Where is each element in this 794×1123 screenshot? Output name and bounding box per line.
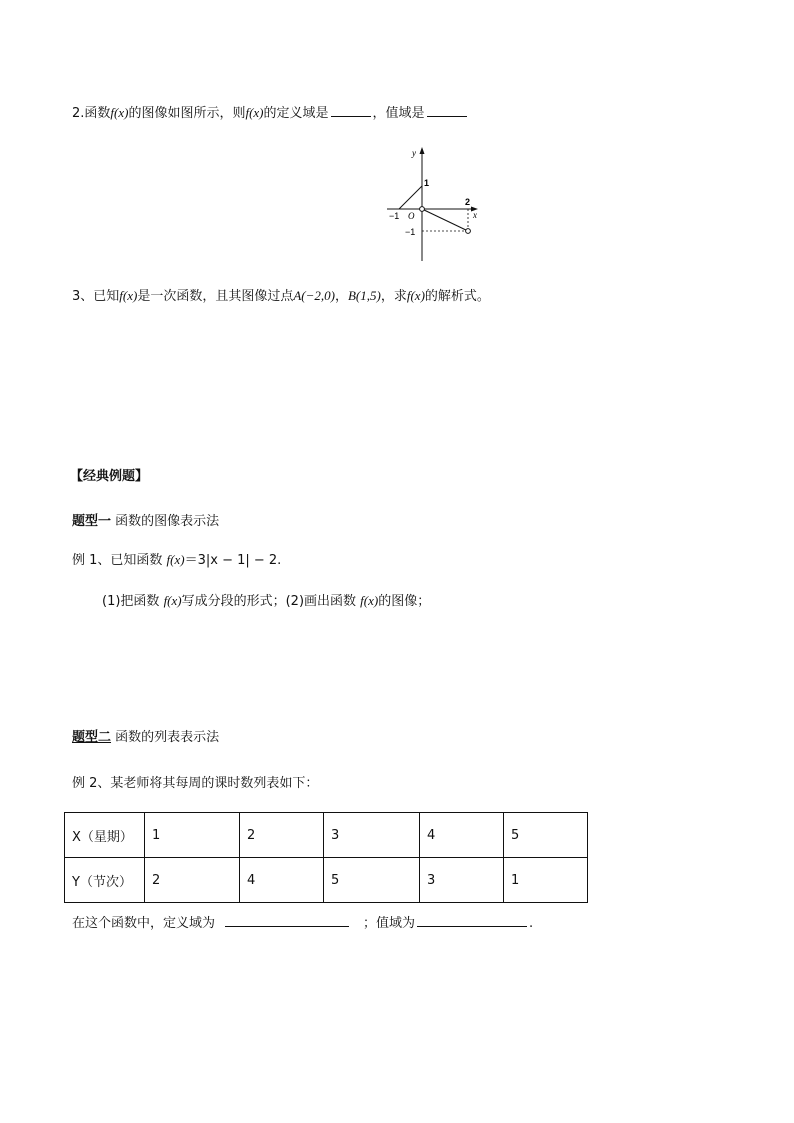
ex1-formula: ＝3|x − 1| − 2. [184, 553, 282, 568]
table-cell: 5 [324, 858, 420, 903]
q3-fx-2: f(x) [406, 288, 425, 303]
footer-end: . [529, 916, 534, 931]
segment-right [422, 209, 468, 231]
q2-prefix: 2.函数 [72, 106, 111, 121]
table-question [72, 913, 533, 933]
table-cell: 1 [504, 858, 588, 903]
y-axis-arrow [420, 147, 425, 154]
tick-label-x-2: 2 [465, 197, 471, 207]
table-cell: 4 [420, 813, 504, 858]
q3-prefix: 3、已知 [72, 289, 120, 304]
q2-range-blank[interactable] [427, 103, 467, 117]
ex1-text: 例 1、已知函数 [72, 553, 167, 568]
q2-domain-blank[interactable] [331, 103, 371, 117]
table-cell: Y（节次） [65, 858, 145, 903]
tick-label-x-neg1: −1 [389, 211, 400, 221]
ex1-sub-p2: 写成分段的形式；(2)画出函数 [181, 594, 361, 609]
domain-blank[interactable] [225, 913, 349, 927]
tick-label-y-neg1: −1 [405, 227, 416, 237]
ex1-sub-fx-2: f(x) [360, 593, 379, 608]
q2-mid: 的图像如图所示，则 [128, 106, 246, 121]
table-cell: 1 [145, 813, 240, 858]
range-blank[interactable] [417, 913, 527, 927]
domain-prompt: 在这个函数中，定义域为 [72, 916, 216, 931]
ex1-sub-p1: (1)把函数 [102, 594, 164, 609]
type-1-title: 函数的图像表示法 [111, 514, 220, 529]
origin-label: O [408, 211, 415, 221]
question-2 [72, 103, 469, 123]
table-cell: 5 [504, 813, 588, 858]
table-cell: 3 [324, 813, 420, 858]
table-cell: 2 [145, 858, 240, 903]
table-cell: 3 [420, 858, 504, 903]
q3-mid2: ，求 [380, 289, 407, 304]
function-graph [382, 145, 492, 261]
q3-point-b: B(1,5) [347, 288, 381, 303]
q3-mid: 是一次函数，且其图像过点 [137, 289, 294, 304]
range-prompt: ；值域为 [363, 916, 416, 931]
type-2-title: 函数的列表表示法 [111, 730, 220, 745]
q3-suffix: 的解析式。 [424, 289, 490, 304]
table-cell: 2 [240, 813, 324, 858]
y-axis-label: y [412, 148, 416, 158]
tick-label-y-1: 1 [424, 178, 430, 188]
segment-left [399, 186, 422, 209]
table-cell: 4 [240, 858, 324, 903]
example-2: 例 2、某老师将其每周的课时数列表如下： [72, 776, 319, 791]
type-1-heading [72, 513, 219, 531]
ex1-sub-p3: 的图像； [378, 594, 431, 609]
q2-fx-2: f(x) [245, 105, 264, 120]
type-1-label: 题型一 [72, 514, 112, 529]
q3-sep: ， [334, 289, 348, 304]
section-title: 【经典例题】 [70, 469, 149, 484]
ex1-fx: f(x) [166, 552, 185, 567]
schedule-table [64, 812, 588, 903]
ex1-sub-fx-1: f(x) [163, 593, 182, 608]
x-axis-label: x [473, 210, 477, 220]
table-cell: X（星期） [65, 813, 145, 858]
open-point-end [466, 229, 471, 234]
q2-range-text: ，值域是 [372, 106, 425, 121]
q3-fx-1: f(x) [119, 288, 138, 303]
q3-point-a: A(−2,0) [293, 288, 335, 303]
question-3 [72, 287, 490, 306]
q2-fx-1: f(x) [110, 105, 129, 120]
table-row [65, 858, 588, 903]
table-row [65, 813, 588, 858]
example-1 [72, 551, 281, 570]
q2-domain-text: 的定义域是 [263, 106, 329, 121]
example-1-subquestions [102, 592, 430, 611]
open-point-origin [420, 207, 425, 212]
type-2-label: 题型二 [72, 730, 112, 745]
type-2-heading [72, 729, 219, 747]
